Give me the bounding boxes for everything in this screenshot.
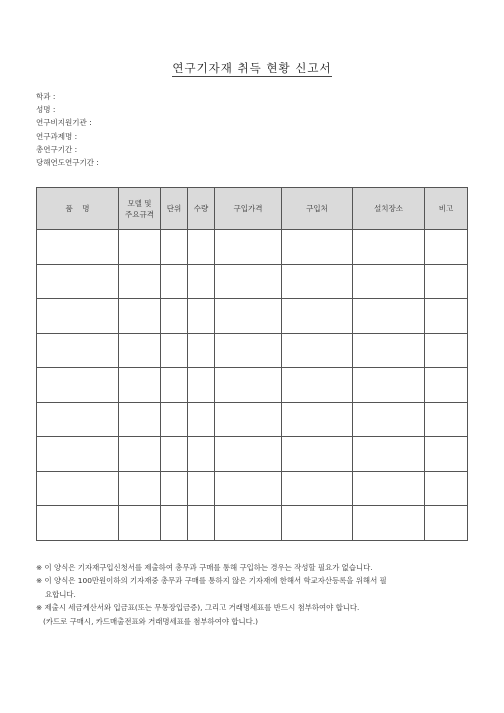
table-cell[interactable] [215, 402, 282, 437]
table-cell[interactable] [425, 230, 468, 265]
field-project-title: 연구과제명 : [36, 131, 78, 141]
table-cell[interactable] [282, 368, 353, 403]
note-line: ※ 이 양식은 기자재구입신청서를 제출하여 총무과 구매를 통해 구입하는 경우는 작성할 필요가 없습니다. [36, 563, 373, 572]
table-cell[interactable] [161, 402, 188, 437]
table-cell[interactable] [353, 437, 425, 472]
header-model-spec: 모델 및 주요규격 [119, 188, 161, 230]
table-cell[interactable] [37, 471, 119, 506]
field-current-year-period: 당해연도연구기간 : [36, 158, 99, 168]
table-cell[interactable] [188, 264, 215, 299]
table-cell[interactable] [215, 264, 282, 299]
table-cell[interactable] [353, 402, 425, 437]
table-cell[interactable] [161, 264, 188, 299]
table-cell[interactable] [188, 230, 215, 265]
table-cell[interactable] [425, 437, 468, 472]
table-cell[interactable] [282, 437, 353, 472]
table-cell[interactable] [119, 471, 161, 506]
note-line: ※ 제출시 세금계산서와 입금표(또는 무통장입금증), 그리고 거래명세표를 반드시 첨부하여야 합니다. [36, 603, 360, 613]
table-cell[interactable] [188, 437, 215, 472]
table-cell[interactable] [425, 471, 468, 506]
table-cell[interactable] [37, 368, 119, 403]
table-cell[interactable] [188, 402, 215, 437]
table-cell[interactable] [215, 368, 282, 403]
table-cell[interactable] [425, 264, 468, 299]
table-cell[interactable] [119, 264, 161, 299]
table-cell[interactable] [353, 230, 425, 265]
note-line: ※ 이 양식은 100만원이하의 기자재중 총무과 구매를 통하지 않은 기자재에 한해서 학교자산등록을 위해서 필 [36, 576, 387, 586]
table-cell[interactable] [161, 437, 188, 472]
note-line: 요합니다. [45, 589, 76, 599]
table-cell[interactable] [353, 471, 425, 506]
table-row [37, 471, 468, 506]
table-cell[interactable] [161, 368, 188, 403]
table-cell[interactable] [37, 230, 119, 265]
table-cell[interactable] [188, 506, 215, 541]
table-cell[interactable] [282, 506, 353, 541]
table-row [37, 437, 468, 472]
header-item-name: 품 명 [37, 188, 119, 230]
table-row [37, 402, 468, 437]
table-header-row [37, 188, 468, 230]
table-cell[interactable] [119, 368, 161, 403]
table-cell[interactable] [425, 333, 468, 368]
header-vendor: 구입처 [282, 188, 353, 230]
table-cell[interactable] [215, 506, 282, 541]
table-cell[interactable] [353, 333, 425, 368]
table-cell[interactable] [37, 264, 119, 299]
info-fields [36, 90, 99, 169]
table-cell[interactable] [215, 299, 282, 334]
table-cell[interactable] [282, 471, 353, 506]
table-cell[interactable] [425, 506, 468, 541]
table-cell[interactable] [161, 506, 188, 541]
table-cell[interactable] [353, 506, 425, 541]
table-row [37, 264, 468, 299]
table-cell[interactable] [161, 471, 188, 506]
equipment-table [36, 187, 468, 541]
field-department: 학과 : [36, 92, 56, 101]
table-cell[interactable] [119, 230, 161, 265]
header-remarks: 비고 [425, 188, 468, 230]
table-cell[interactable] [188, 471, 215, 506]
table-cell[interactable] [282, 230, 353, 265]
table-cell[interactable] [119, 299, 161, 334]
table-row [37, 299, 468, 334]
document-title-text: 연구기자재 취득 현황 신고서 [172, 61, 332, 75]
table-cell[interactable] [188, 368, 215, 403]
header-location: 설치장소 [353, 188, 425, 230]
table-cell[interactable] [353, 299, 425, 334]
table-cell[interactable] [37, 437, 119, 472]
table-cell[interactable] [215, 333, 282, 368]
table-cell[interactable] [161, 230, 188, 265]
header-quantity: 수량 [188, 188, 215, 230]
table-cell[interactable] [37, 333, 119, 368]
table-cell[interactable] [188, 299, 215, 334]
table-row [37, 506, 468, 541]
table-cell[interactable] [282, 299, 353, 334]
table-cell[interactable] [215, 437, 282, 472]
table-cell[interactable] [425, 299, 468, 334]
field-funding-agency: 연구비지원기관 : [36, 118, 92, 128]
table-cell[interactable] [353, 368, 425, 403]
field-total-period: 총연구기간 : [36, 144, 78, 154]
table-cell[interactable] [215, 230, 282, 265]
header-price: 구입가격 [215, 188, 282, 230]
table-cell[interactable] [282, 264, 353, 299]
table-cell[interactable] [119, 333, 161, 368]
table-cell[interactable] [215, 471, 282, 506]
table-cell[interactable] [161, 299, 188, 334]
notes-section [36, 561, 476, 628]
table-row [37, 230, 468, 265]
table-cell[interactable] [37, 506, 119, 541]
table-cell[interactable] [425, 402, 468, 437]
note-line: (카드로 구매시, 카드매출전표와 거래명세표를 첨부하여야 합니다.) [43, 616, 258, 626]
table-cell[interactable] [119, 402, 161, 437]
table-cell[interactable] [161, 333, 188, 368]
table-cell[interactable] [119, 506, 161, 541]
table-cell[interactable] [353, 264, 425, 299]
document-title [0, 60, 504, 76]
header-unit: 단위 [161, 188, 188, 230]
table-cell[interactable] [282, 333, 353, 368]
table-cell[interactable] [37, 402, 119, 437]
table-cell[interactable] [282, 402, 353, 437]
table-cell[interactable] [37, 299, 119, 334]
table-body [37, 230, 468, 541]
table-cell[interactable] [119, 437, 161, 472]
table-row [37, 333, 468, 368]
field-name: 성명 : [36, 105, 56, 115]
table-cell[interactable] [188, 333, 215, 368]
table-row [37, 368, 468, 403]
table-cell[interactable] [425, 368, 468, 403]
